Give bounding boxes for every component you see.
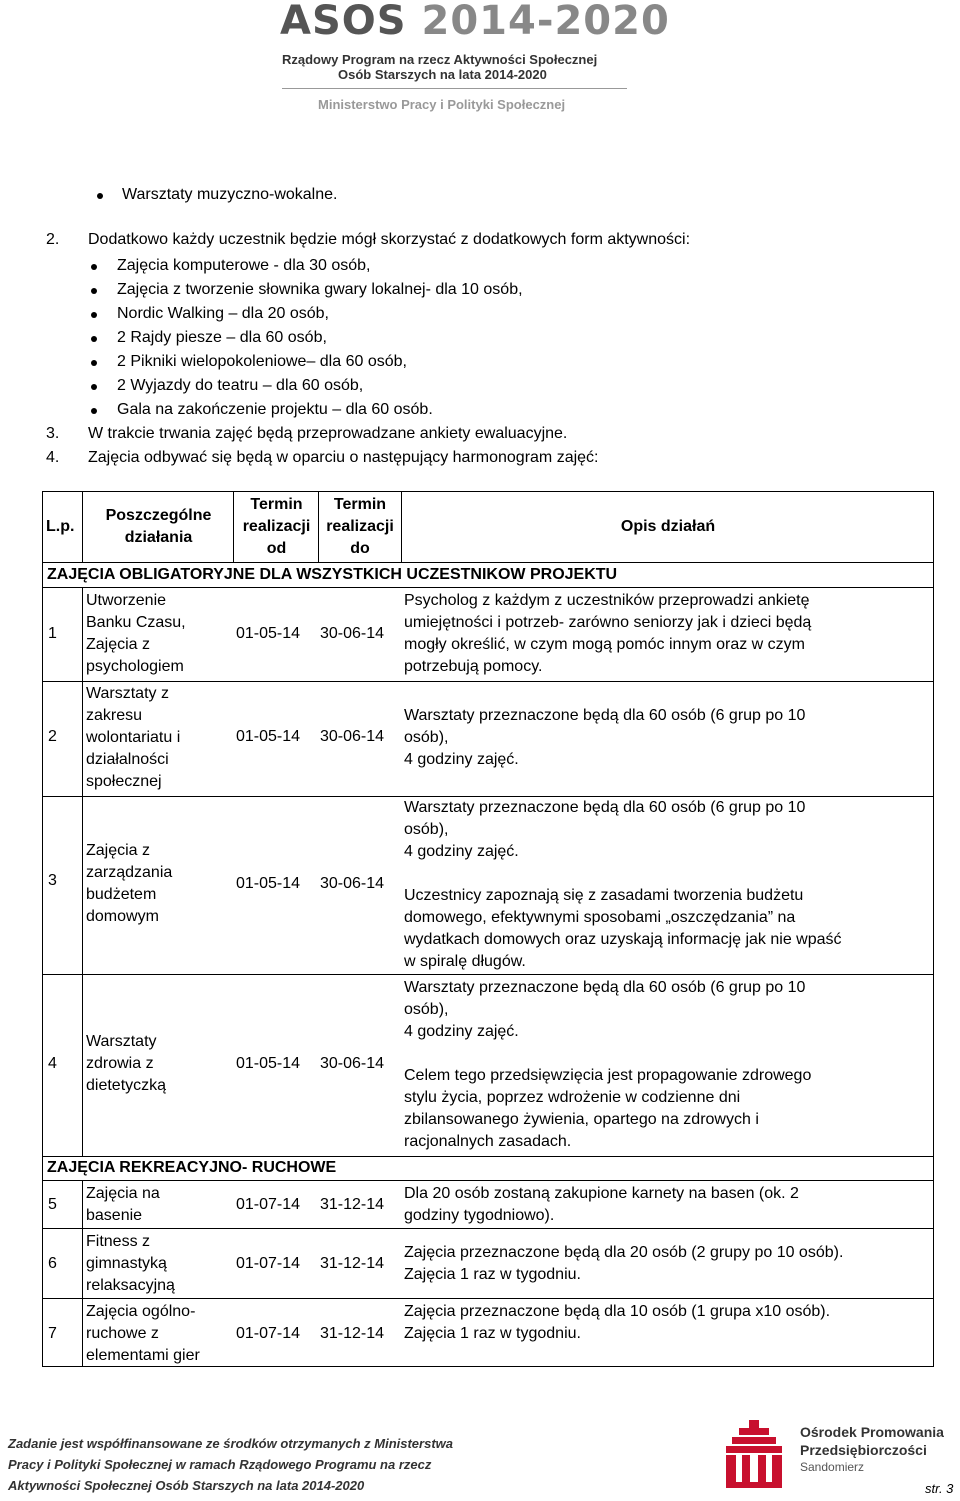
row-to: 31-12-14 [320, 1255, 385, 1272]
section-number: 3. [46, 425, 60, 442]
row-to: 31-12-14 [320, 1325, 385, 1342]
table-rule [42, 1180, 934, 1181]
table-rule [42, 562, 934, 563]
row-description: Psycholog z każdym z uczestników przeprowadzi ankietę umiejętności i potrzeb- zarówno seniorzy jak i dzieci będą mogły określić, w czym mogą pomóc innym oraz w czym potrzebują pomocy. [404, 592, 812, 675]
list-item: 2 Rajdy piesze – dla 60 osób, [117, 329, 327, 346]
row-from: 01-07-14 [236, 1196, 301, 1213]
bullet-icon [97, 193, 103, 199]
row-action: Warsztaty zdrowia z dietetyczką [86, 1033, 167, 1094]
list-item: 2 Wyjazdy do teatru – dla 60 osób, [117, 377, 364, 394]
section-heading: ZAJĘCIA OBLIGATORYJNE DLA WSZYSTKICH UCZESTNIKOW PROJEKTU [47, 566, 618, 583]
row-to: 30-06-14 [320, 625, 385, 642]
row-description: Warsztaty przeznaczone będą dla 60 osób (6 grup po 10 osób), 4 godziny zajęć. Celem tego przedsięwzięcia jest propagowanie zdrowego stylu życia, poprzez wdrożenie w codzienne dni zbilansowanego żywienia, opartego na zdrowych i racjonalnych zasadach. [404, 979, 812, 1150]
list-item: 2 Pikniki wielopokoleniowe– dla 60 osób, [117, 353, 407, 370]
row-description: Zajęcia przeznaczone będą dla 20 osób (2 grupy po 10 osób). Zajęcia 1 raz w tygodniu. [404, 1244, 844, 1283]
bullet-icon [91, 360, 97, 366]
table-rule [82, 587, 83, 1156]
funding-line: Zadanie jest współfinansowane ze środków otrzymanych z Ministerstwa [8, 1436, 453, 1451]
section-text: Dodatkowo każdy uczestnik będzie mógł skorzystać z dodatkowych form aktywności: [88, 231, 691, 248]
org-city: Sandomierz [800, 1460, 865, 1474]
header-action: Poszczególne działania [105, 507, 212, 546]
row-number: 2 [48, 728, 57, 745]
row-from: 01-07-14 [236, 1325, 301, 1342]
row-action: Zajęcia ogólno- ruchowe z elementami gier [86, 1303, 200, 1364]
header-to: Termin realizacji do [326, 496, 394, 557]
list-item: Zajęcia z tworzenie słownika gwary lokalnej- dla 10 osób, [117, 281, 523, 298]
table-rule [42, 587, 934, 588]
list-item: Warsztaty muzyczno-wokalne. [122, 186, 338, 203]
list-item: Nordic Walking – dla 20 osób, [117, 305, 329, 322]
org-name-1: Ośrodek Promowania [800, 1424, 944, 1440]
row-description: Dla 20 osób zostaną zakupione karnety na basen (ok. 2 godziny tygodniowo). [404, 1185, 799, 1224]
org-name-2: Przedsiębiorczości [800, 1442, 927, 1458]
row-to: 31-12-14 [320, 1196, 385, 1213]
row-description: Zajęcia przeznaczone będą dla 10 osób (1 grupa x10 osób). Zajęcia 1 raz w tygodniu. [404, 1303, 831, 1342]
row-to: 30-06-14 [320, 875, 385, 892]
org-logo-icon [724, 1420, 784, 1488]
row-number: 7 [48, 1325, 57, 1342]
table-rule [42, 1228, 934, 1229]
header-lp: L.p. [46, 518, 75, 535]
section-heading: ZAJĘCIA REKREACYJNO- RUCHOWE [47, 1159, 337, 1176]
table-rule [82, 491, 83, 562]
row-from: 01-05-14 [236, 728, 301, 745]
row-number: 5 [48, 1196, 57, 1213]
program-title: ASOS 2014-2020 [280, 0, 670, 44]
program-subtitle-1: Rządowy Program na rzecz Aktywności Społecznej [282, 52, 598, 67]
row-number: 1 [48, 625, 57, 642]
table-rule [42, 974, 934, 975]
row-number: 6 [48, 1255, 57, 1272]
row-to: 30-06-14 [320, 1055, 385, 1072]
row-action: Utworzenie Banku Czasu, Zajęcia z psychologiem [86, 592, 186, 675]
list-item: Zajęcia komputerowe - dla 30 osób, [117, 257, 371, 274]
row-action: Fitness z gimnastyką relaksacyjną [86, 1233, 175, 1294]
section-text: Zajęcia odbywać się będą w oparciu o następujący harmonogram zajęć: [88, 449, 599, 466]
section-number: 2. [46, 231, 60, 248]
table-rule [42, 1298, 934, 1299]
header-description: Opis działań [620, 518, 716, 535]
funding-line: Pracy i Polityki Społecznej w ramach Rządowego Programu na rzecz [8, 1457, 432, 1472]
program-subtitle-2: Osób Starszych na lata 2014-2020 [338, 67, 547, 82]
row-action: Zajęcia na basenie [86, 1185, 160, 1224]
header-from: Termin realizacji od [242, 496, 311, 557]
row-from: 01-05-14 [236, 625, 301, 642]
row-from: 01-05-14 [236, 875, 301, 892]
table-rule [82, 1180, 83, 1367]
bullet-icon [91, 408, 97, 414]
section-number: 4. [46, 449, 60, 466]
bullet-icon [91, 288, 97, 294]
funding-note [8, 1433, 453, 1496]
page-number: str. 3 [925, 1481, 954, 1496]
bullet-icon [91, 264, 97, 270]
row-number: 4 [48, 1055, 57, 1072]
row-from: 01-05-14 [236, 1055, 301, 1072]
list-item: Gala na zakończenie projektu – dla 60 osób. [117, 401, 433, 418]
table-rule [42, 681, 934, 682]
row-number: 3 [48, 872, 57, 889]
header-logo [280, 0, 670, 118]
header-divider [282, 88, 627, 89]
row-action: Warsztaty z zakresu wolontariatu i działalności społecznej [86, 685, 181, 790]
table-rule [233, 491, 234, 562]
section-text: W trakcie trwania zajęć będą przeprowadzane ankiety ewaluacyjne. [88, 425, 568, 442]
row-description: Warsztaty przeznaczone będą dla 60 osób (6 grup po 10 osób), 4 godziny zajęć. [404, 707, 806, 768]
funding-line: Aktywności Społecznej Osób Starszych na lata 2014-2020 [8, 1478, 365, 1493]
row-from: 01-07-14 [236, 1255, 301, 1272]
bullet-icon [91, 384, 97, 390]
row-description: Warsztaty przeznaczone będą dla 60 osób (6 grup po 10 osób), 4 godziny zajęć. Uczestnicy zapoznają się z zasadami tworzenia budżetu domowego, efektywnymi sposobami „oszczędzania” na wydatkach domowych oraz uzyskają informację jak nie wpaść w spiralę długów. [404, 799, 842, 970]
row-action: Zajęcia z zarządzania budżetem domowym [86, 842, 173, 925]
row-to: 30-06-14 [320, 728, 385, 745]
bullet-icon [91, 336, 97, 342]
bullet-icon [91, 312, 97, 318]
ministry-name: Ministerstwo Pracy i Polityki Społecznej [318, 97, 566, 112]
